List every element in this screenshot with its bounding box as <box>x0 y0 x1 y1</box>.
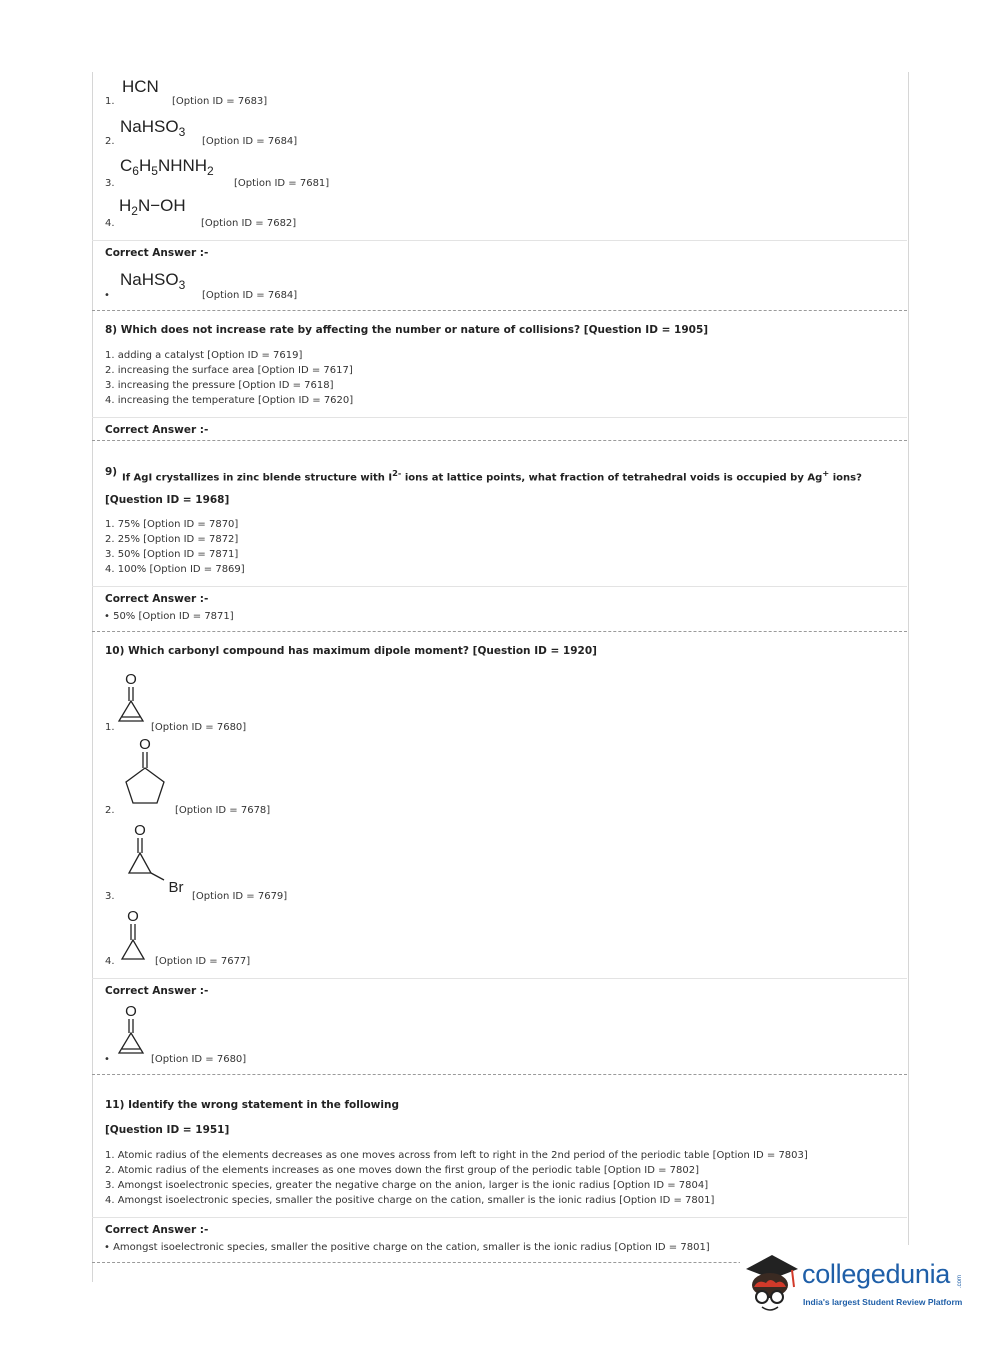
q7-correct-id: [Option ID = 7684] <box>202 290 298 301</box>
collegedunia-logo <box>740 1245 980 1320</box>
divider <box>92 240 907 241</box>
logo-suffix: .com <box>957 1275 963 1289</box>
q9-number: 9) <box>105 466 118 478</box>
cyclopropanone-structure <box>114 904 154 964</box>
q8-option-2: 2. increasing the surface area [Option ID = 7617] <box>105 365 353 376</box>
oxygen-atom-label: O <box>125 1003 137 1020</box>
q10-option-2-num: 2. <box>105 805 115 816</box>
q9-question-id: [Question ID = 1968] <box>105 494 230 506</box>
q9-correct-label: Correct Answer :- <box>105 593 209 605</box>
q8-question: 8) Which does not increase rate by affecting the number or nature of collisions? [Question ID = 1905] <box>105 324 709 336</box>
logo-name: collegedunia <box>802 1259 951 1289</box>
question-separator <box>92 631 907 632</box>
q7-correct-formula: NaHSO$_3$ <box>120 270 186 292</box>
q7-option-2-id: [Option ID = 7684] <box>202 136 298 147</box>
q10-option-4-num: 4. <box>105 956 115 967</box>
q11-option-1: 1. Atomic radius of the elements decreases as one moves across from left to right in the 2nd period of the periodic table [Option ID = 7803] <box>105 1150 808 1161</box>
divider <box>92 978 907 979</box>
q8-option-1: 1. adding a catalyst [Option ID = 7619] <box>105 350 303 361</box>
q7-correct-bullet: • <box>104 290 110 301</box>
oxygen-atom-label: O <box>127 908 139 925</box>
q7-option-1-formula: HCN <box>122 77 159 96</box>
q11-correct-label: Correct Answer :- <box>105 1224 209 1236</box>
q11-question-id: [Question ID = 1951] <box>105 1124 230 1136</box>
question-separator <box>92 440 907 441</box>
q9-option-2: 2. 25% [Option ID = 7872] <box>105 534 239 545</box>
q11-option-4: 4. Amongst isoelectronic species, smaller the positive charge on the cation, smaller is the ionic radius [Option ID = 7801] <box>105 1195 715 1206</box>
divider <box>92 1217 907 1218</box>
correct-cyclopropenone-structure <box>112 1000 152 1058</box>
q7-option-1-num: 1. <box>105 96 115 107</box>
q8-option-4: 4. increasing the temperature [Option ID = 7620] <box>105 395 354 406</box>
q11-option-2: 2. Atomic radius of the elements increases as one moves down the first group of the periodic table [Option ID = 7802] <box>105 1165 700 1176</box>
logo-tagline: India's largest Student Review Platform <box>803 1297 963 1307</box>
q7-option-4-id: [Option ID = 7682] <box>201 218 297 229</box>
q10-question: 10) Which carbonyl compound has maximum dipole moment? [Question ID = 1920] <box>105 645 597 657</box>
q9-option-1: 1. 75% [Option ID = 7870] <box>105 519 239 530</box>
q7-correct-label: Correct Answer :- <box>105 247 209 259</box>
q9-option-3: 3. 50% [Option ID = 7871] <box>105 549 239 560</box>
oxygen-atom-label: O <box>134 822 146 839</box>
q11-question: 11) Identify the wrong statement in the following <box>105 1099 399 1111</box>
q10-correct-id: [Option ID = 7680] <box>151 1054 247 1065</box>
mascot-icon <box>740 1247 800 1317</box>
q9-correct-answer: • 50% [Option ID = 7871] <box>104 611 234 622</box>
cyclopropenone-structure <box>112 668 152 726</box>
q10-option-1-id: [Option ID = 7680] <box>151 722 247 733</box>
q7-option-1-id: [Option ID = 7683] <box>172 96 268 107</box>
q10-correct-label: Correct Answer :- <box>105 985 209 997</box>
q10-option-3-num: 3. <box>105 891 115 902</box>
q7-option-4-num: 4. <box>105 218 115 229</box>
q8-correct-label: Correct Answer :- <box>105 424 209 436</box>
q10-correct-bullet: • <box>104 1054 110 1065</box>
q7-option-3-id: [Option ID = 7681] <box>234 178 330 189</box>
q10-option-3-id: [Option ID = 7679] <box>192 891 288 902</box>
oxygen-atom-label: O <box>139 736 151 753</box>
q10-option-4-id: [Option ID = 7677] <box>155 956 251 967</box>
q7-option-3-num: 3. <box>105 178 115 189</box>
cyclopentanone-structure <box>120 733 170 808</box>
q7-option-2-formula: NaHSO$_3$ <box>120 117 186 139</box>
q11-correct-answer: • Amongst isoelectronic species, smaller the positive charge on the cation, smaller is the ionic radius [Option ID = 7801] <box>104 1242 710 1253</box>
q10-option-2-id: [Option ID = 7678] <box>175 805 271 816</box>
q7-option-4-formula: $H_2N-OH$ <box>119 196 186 218</box>
q7-option-2-num: 2. <box>105 136 115 147</box>
q8-option-3: 3. increasing the pressure [Option ID = 7618] <box>105 380 334 391</box>
q9-question: If AgI crystallizes in zinc blende structure with $I^{2-}$ ions at lattice points, what fraction of tetrahedral voids is occupied by Ag+ ions? <box>122 468 862 484</box>
oxygen-atom-label: O <box>125 671 137 688</box>
q10-option-1-num: 1. <box>105 722 115 733</box>
divider <box>92 417 907 418</box>
question-separator <box>92 1074 907 1075</box>
q9-option-4: 4. 100% [Option ID = 7869] <box>105 564 245 575</box>
q11-option-3: 3. Amongst isoelectronic species, greater the negative charge on the anion, larger is the ionic radius [Option ID = 7804] <box>105 1180 709 1191</box>
divider <box>92 586 907 587</box>
bromocyclopropanone-structure <box>120 817 190 897</box>
bromine-atom-label: Br <box>168 879 184 896</box>
question-separator <box>92 310 907 311</box>
q7-option-3-formula: $C_6H_5NHNH_2$ <box>120 156 214 178</box>
